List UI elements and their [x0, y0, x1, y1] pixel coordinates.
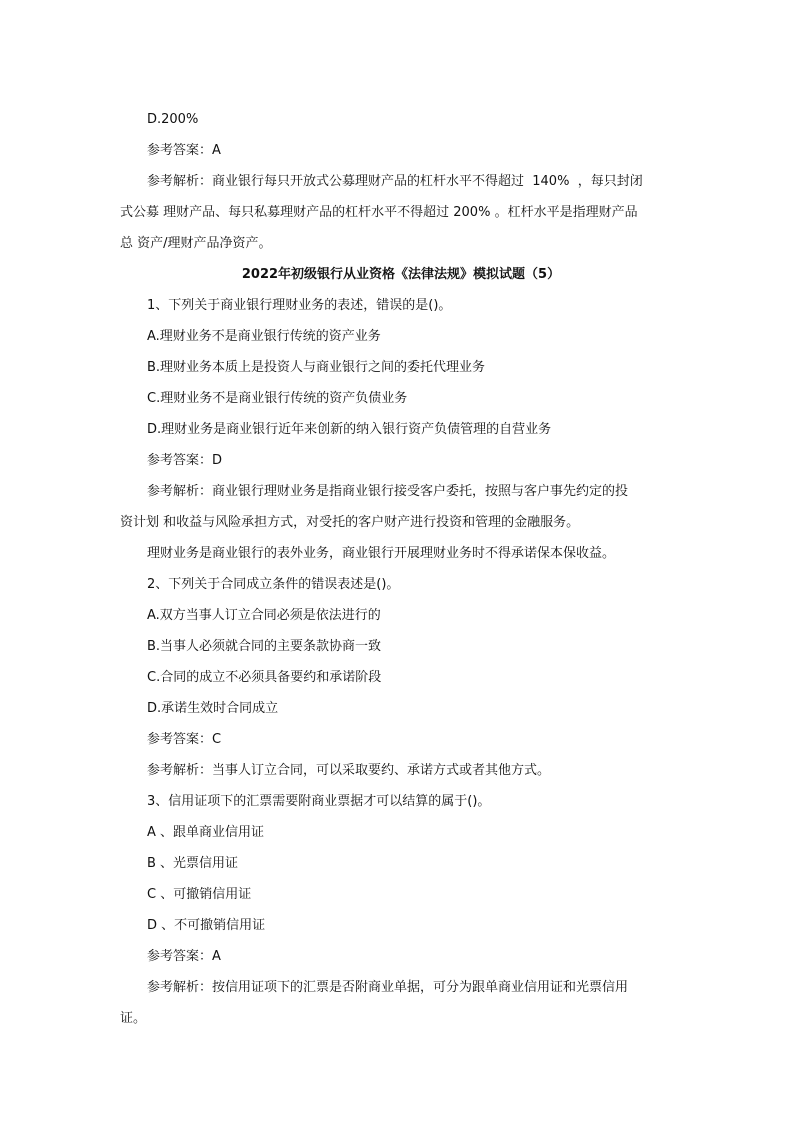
option-line: A.理财业务不是商业银行传统的资产业务	[147, 329, 381, 344]
option-line: D.理财业务是商业银行近年来创新的纳入银行资产负债管理的自营业务	[147, 422, 552, 437]
option-line: D.承诺生效时合同成立	[147, 701, 279, 716]
option-line: C.合同的成立不必须具备要约和承诺阶段	[147, 670, 382, 685]
option-line: B.理财业务本质上是投资人与商业银行之间的委托代理业务	[147, 360, 486, 375]
option-line: B 、光票信用证	[147, 856, 239, 871]
analysis-line: 证。	[120, 1011, 147, 1026]
option-line: A.双方当事人订立合同必须是依法进行的	[147, 608, 381, 623]
question-stem: 2、下列关于合同成立条件的错误表述是()。	[147, 577, 400, 592]
section-title: 2022年初级银行从业资格《法律法规》模拟试题（5）	[241, 267, 561, 282]
option-d-line: D.200%	[147, 112, 199, 127]
analysis-line: 总 资产/理财产品净资产。	[120, 236, 272, 251]
analysis-line: 参考解析：按信用证项下的汇票是否附商业单据，可分为跟单商业信用证和光票信用	[147, 980, 629, 995]
option-line: D 、不可撤销信用证	[147, 918, 266, 933]
option-line: A 、跟单商业信用证	[147, 825, 265, 840]
answer-line: 参考答案：D	[147, 453, 223, 468]
question-stem: 1、下列关于商业银行理财业务的表述，错误的是()。	[147, 298, 452, 313]
analysis-line: 资计划 和收益与风险承担方式，对受托的客户财产进行投资和管理的金融服务。	[120, 515, 580, 530]
analysis-line: 参考解析：商业银行每只开放式公募理财产品的杠杆水平不得超过 140% ，每只封闭	[147, 174, 643, 189]
answer-line: 参考答案：A	[147, 143, 221, 158]
analysis-line: 理财业务是商业银行的表外业务，商业银行开展理财业务时不得承诺保本保收益。	[147, 546, 616, 561]
answer-line: 参考答案：C	[147, 732, 222, 747]
option-line: B.当事人必须就合同的主要条款协商一致	[147, 639, 382, 654]
option-line: C.理财业务不是商业银行传统的资产负债业务	[147, 391, 408, 406]
answer-line: 参考答案：A	[147, 949, 221, 964]
question-stem: 3、信用证项下的汇票需要附商业票据才可以结算的属于()。	[147, 794, 491, 809]
option-line: C 、可撤销信用证	[147, 887, 252, 902]
analysis-line: 式公募 理财产品、每只私募理财产品的杠杆水平不得超过 200% 。杠杆水平是指理财产品	[120, 205, 638, 220]
analysis-line: 参考解析：当事人订立合同，可以采取要约、承诺方式或者其他方式。	[147, 763, 551, 778]
document-body	[120, 104, 682, 1034]
analysis-line: 参考解析：商业银行理财业务是指商业银行接受客户委托，按照与客户事先约定的投	[147, 484, 629, 499]
